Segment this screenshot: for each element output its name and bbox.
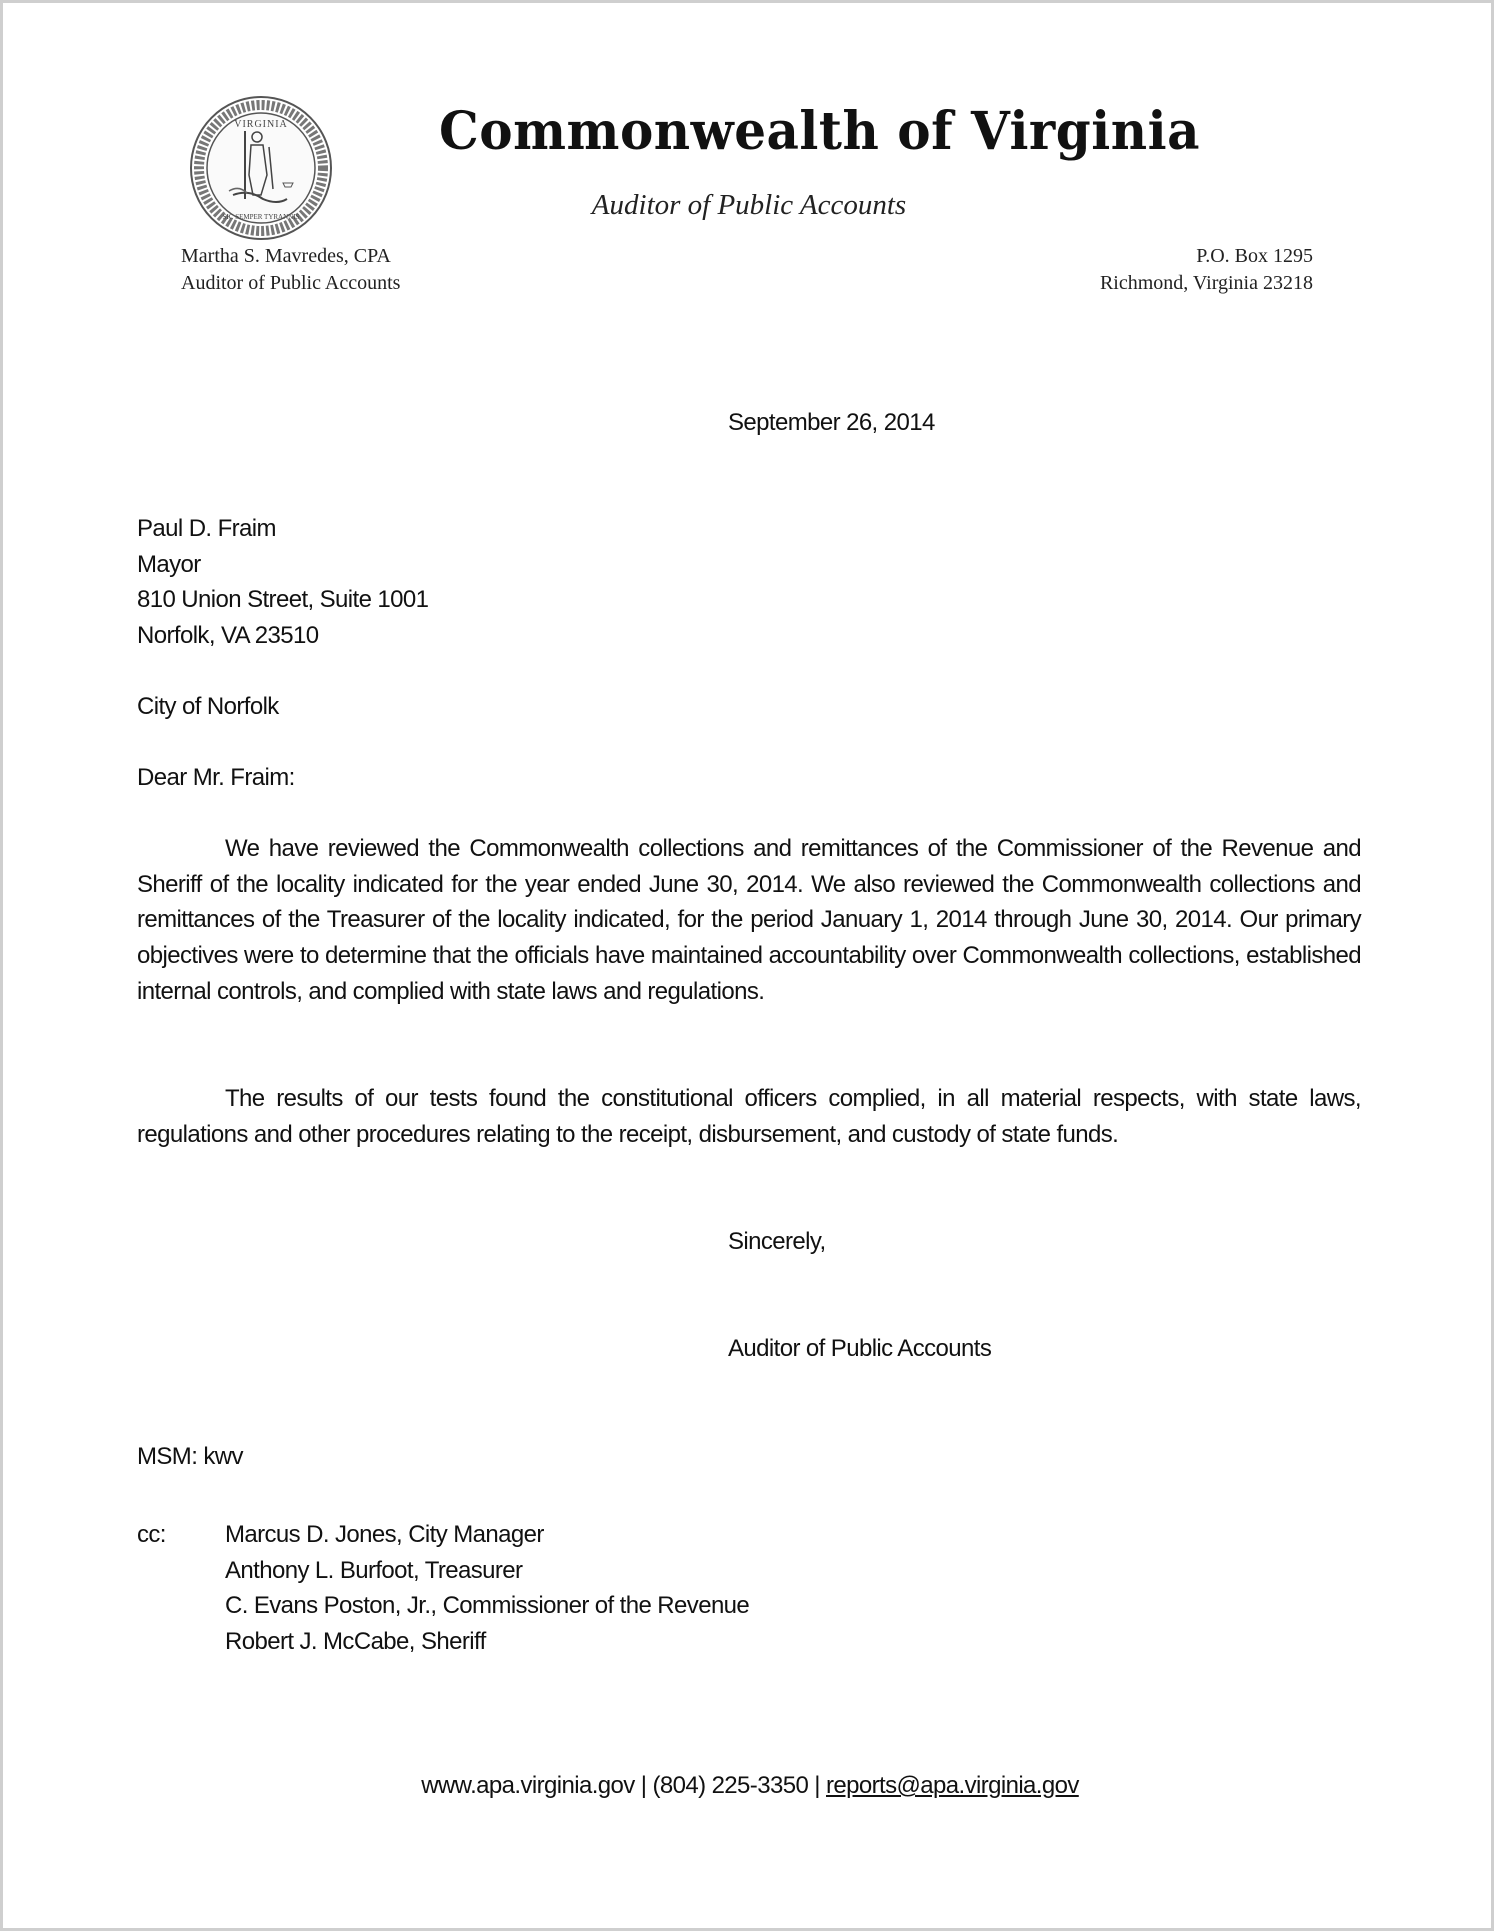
footer-separator: |	[640, 1772, 647, 1799]
letterhead-subtitle: Auditor of Public Accounts	[591, 189, 907, 221]
letterhead-auditor-block	[181, 243, 400, 297]
recipient-address	[137, 511, 428, 654]
signer: Auditor of Public Accounts	[728, 1335, 992, 1362]
mailing-address-line2: Richmond, Virginia 23218	[1099, 272, 1313, 294]
auditor-name: Martha S. Mavredes, CPA	[181, 245, 391, 267]
cc-recipient: Marcus D. Jones, City Manager	[225, 1521, 544, 1548]
svg-text:VIRGINIA: VIRGINIA	[234, 119, 288, 130]
footer-email-link[interactable]: reports@apa.virginia.gov	[826, 1772, 1079, 1799]
footer-website[interactable]: www.apa.virginia.gov	[421, 1772, 635, 1799]
recipient-street: 810 Union Street, Suite 1001	[137, 586, 429, 614]
locality: City of Norfolk	[137, 693, 279, 720]
recipient-name: Paul D. Fraim	[137, 515, 276, 542]
svg-text:SIC SEMPER TYRANNIS: SIC SEMPER TYRANNIS	[222, 213, 300, 221]
letterhead-address-block	[1100, 243, 1313, 297]
cc-list	[225, 1517, 749, 1660]
virginia-seal-icon	[189, 95, 333, 241]
letter-date: September 26, 2014	[728, 409, 935, 436]
closing: Sincerely,	[728, 1228, 826, 1255]
reference-initials: MSM: kwv	[137, 1443, 243, 1470]
body-paragraph: We have reviewed the Commonwealth collections and remittances of the Commissioner of the Revenue and Sheriff of the locality indicated for the year ended June 30, 2014. We also reviewed the Commonwealth collections and remittances of the Treasurer of the locality indicated, for the period January 1, 2014 through June 30, 2014. Our primary objectives were to determine that the officials have maintained accountability over Commonwealth collections, established internal controls, and complied with state laws and regulations.	[137, 835, 1361, 1005]
auditor-position: Auditor of Public Accounts	[181, 272, 401, 294]
cc-recipient: Robert J. McCabe, Sheriff	[225, 1628, 486, 1656]
letterhead-title: Commonwealth of Virginia	[439, 99, 1200, 162]
mailing-address-line1: P.O. Box 1295	[1196, 245, 1313, 267]
cc-recipient: C. Evans Poston, Jr., Commissioner of the Revenue	[225, 1592, 750, 1620]
recipient-city-state-zip: Norfolk, VA 23510	[137, 622, 319, 650]
salutation: Dear Mr. Fraim:	[137, 764, 295, 791]
cc-label: cc:	[137, 1521, 166, 1548]
body-paragraph: The results of our tests found the constitutional officers complied, in all material respects, with state laws, regulations and other procedures relating to the receipt, disbursement, and custody of state funds.	[137, 1085, 1361, 1148]
footer-phone: (804) 225-3350	[652, 1772, 809, 1799]
recipient-title: Mayor	[137, 550, 201, 578]
footer-separator: |	[814, 1772, 820, 1799]
cc-recipient: Anthony L. Burfoot, Treasurer	[225, 1556, 523, 1584]
footer-contact	[3, 1772, 1494, 1800]
